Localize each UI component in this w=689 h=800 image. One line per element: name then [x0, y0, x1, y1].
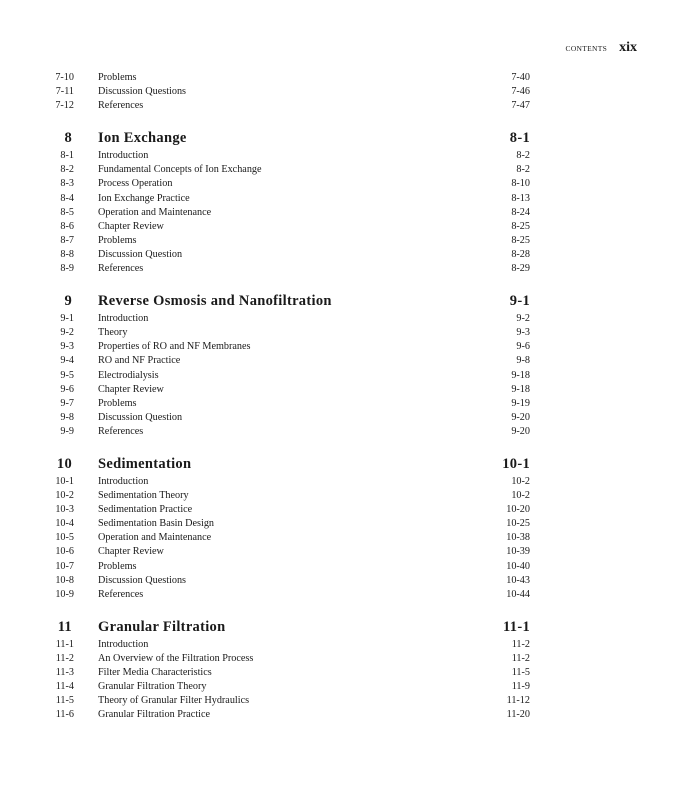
chapter-number: 8 [64, 130, 72, 147]
toc-entry[interactable] [0, 652, 689, 666]
chapter-title: Sedimentation [98, 455, 192, 472]
toc-entry[interactable] [0, 312, 689, 326]
entry-number: 10-5 [55, 532, 74, 544]
entry-title: Operation and Maintenance [98, 206, 212, 218]
entry-title: References [98, 588, 144, 600]
entry-page: 11-2 [511, 652, 530, 664]
toc-entry[interactable] [0, 531, 689, 545]
toc-entry[interactable] [0, 489, 689, 503]
entry-number: 8-9 [60, 263, 74, 275]
running-head-label: CONTENTS [565, 44, 608, 53]
entry-number: 9-9 [60, 425, 74, 437]
toc-entry[interactable] [0, 425, 689, 439]
entry-number: 10-1 [55, 475, 74, 487]
entry-page: 7-46 [511, 86, 530, 98]
entry-number: 11-5 [55, 695, 74, 707]
toc-entry[interactable] [0, 163, 689, 177]
entry-page: 8-2 [516, 164, 530, 176]
entry-title: Filter Media Characteristics [98, 667, 212, 678]
entry-page: 10-2 [511, 490, 530, 502]
toc-entry[interactable] [0, 99, 689, 113]
entry-page: 11-12 [506, 695, 530, 707]
running-head-page-number: xix [619, 40, 637, 55]
toc-entry[interactable] [0, 206, 689, 220]
entry-page: 9-6 [516, 341, 530, 353]
toc-entry[interactable] [0, 680, 689, 694]
entry-title: Chapter Review [98, 383, 164, 395]
entry-title: References [98, 425, 144, 437]
chapter-number: 11 [57, 618, 72, 635]
chapter-title: Ion Exchange [98, 130, 187, 147]
toc-entry[interactable] [0, 248, 689, 262]
entry-number: 11-3 [55, 667, 74, 678]
toc-entry[interactable] [0, 517, 689, 531]
chapter-page: 10-1 [502, 455, 530, 472]
toc-entry[interactable] [0, 560, 689, 574]
entry-page: 9-18 [511, 369, 530, 381]
entry-title: Sedimentation Basin Design [98, 518, 215, 530]
toc-entry[interactable] [0, 369, 689, 383]
entry-number: 8-4 [60, 192, 74, 204]
running-head [566, 40, 637, 56]
entry-page: 8-2 [516, 150, 530, 162]
toc-entry[interactable] [0, 354, 689, 368]
entry-number: 8-1 [60, 150, 74, 162]
entry-number: 7-10 [55, 72, 74, 83]
toc-entry[interactable] [0, 383, 689, 397]
table-of-contents [0, 71, 689, 722]
entry-title: Problems [98, 397, 137, 409]
entry-title: An Overview of the Filtration Process [98, 652, 254, 664]
entry-number: 10-7 [55, 560, 74, 572]
entry-page: 8-25 [511, 234, 530, 246]
entry-page: 7-40 [511, 72, 530, 83]
chapter-heading[interactable] [0, 616, 689, 638]
chapter-title: Reverse Osmosis and Nanofiltration [98, 293, 332, 310]
toc-entry[interactable] [0, 192, 689, 206]
toc-entry[interactable] [0, 340, 689, 354]
entry-title: Process Operation [98, 178, 173, 190]
toc-entry[interactable] [0, 545, 689, 559]
entry-number: 10-8 [55, 574, 74, 586]
entry-number: 10-4 [55, 518, 74, 530]
entry-title: Granular Filtration Practice [98, 709, 211, 721]
entry-title: Chapter Review [98, 546, 164, 558]
entry-page: 9-19 [511, 397, 530, 409]
entry-title: References [98, 100, 144, 112]
entry-page: 10-25 [506, 518, 530, 530]
entry-page: 11-2 [511, 638, 530, 650]
entry-title: Introduction [98, 475, 149, 487]
entry-page: 8-28 [511, 248, 530, 260]
toc-entry[interactable] [0, 574, 689, 588]
entry-title: Properties of RO and NF Membranes [98, 341, 251, 353]
entry-title: RO and NF Practice [98, 355, 181, 367]
entry-page: 9-20 [511, 425, 530, 437]
entry-number: 9-7 [60, 397, 74, 409]
entry-page: 10-39 [506, 546, 530, 558]
chapter-heading[interactable] [0, 127, 689, 149]
chapter-page: 11-1 [503, 618, 530, 635]
entry-title: Theory [98, 327, 128, 339]
entry-title: Discussion Questions [98, 86, 187, 98]
entry-page: 9-18 [511, 383, 530, 395]
entry-page: 8-24 [511, 206, 530, 218]
toc-entry[interactable] [0, 85, 689, 99]
entry-page: 10-40 [506, 560, 530, 572]
toc-entry[interactable] [0, 149, 689, 163]
entry-number: 11-6 [55, 709, 74, 721]
toc-entry[interactable] [0, 220, 689, 234]
entry-page: 9-2 [516, 313, 530, 325]
entry-title: Discussion Question [98, 411, 183, 423]
entry-number: 11-2 [55, 652, 74, 664]
entry-page: 9-8 [516, 355, 530, 367]
entry-number: 11-1 [55, 638, 74, 650]
entry-title: Discussion Questions [98, 574, 187, 586]
entry-title: Problems [98, 72, 137, 83]
entry-page: 10-44 [506, 588, 530, 600]
entry-title: Granular Filtration Theory [98, 681, 207, 693]
entry-number: 7-12 [55, 100, 74, 112]
toc-entry[interactable] [0, 503, 689, 517]
entry-page: 8-13 [511, 192, 530, 204]
chapter-heading[interactable] [0, 453, 689, 475]
entry-title: Sedimentation Theory [98, 490, 189, 502]
chapter-number: 9 [64, 293, 72, 310]
toc-entry[interactable] [0, 177, 689, 191]
toc-entry[interactable] [0, 411, 689, 425]
entry-title: References [98, 263, 144, 275]
toc-entry[interactable] [0, 234, 689, 248]
entry-number: 10-3 [55, 504, 74, 516]
entry-page: 11-9 [511, 681, 530, 693]
entry-page: 10-20 [506, 504, 530, 516]
entry-number: 9-2 [60, 327, 74, 339]
entry-number: 9-1 [60, 313, 74, 325]
chapter-title: Granular Filtration [98, 618, 226, 635]
toc-entry[interactable] [0, 694, 689, 708]
entry-title: Chapter Review [98, 220, 164, 232]
entry-number: 8-5 [60, 206, 74, 218]
entry-number: 9-6 [60, 383, 74, 395]
entry-number: 8-8 [60, 248, 74, 260]
entry-number: 10-2 [55, 490, 74, 502]
entry-page: 9-20 [511, 411, 530, 423]
entry-number: 7-11 [55, 86, 74, 98]
entry-title: Introduction [98, 638, 149, 650]
chapter-page: 8-1 [509, 130, 530, 147]
entry-page: 9-3 [516, 327, 530, 339]
entry-page: 8-25 [511, 220, 530, 232]
entry-page: 11-20 [506, 709, 530, 721]
toc-entry[interactable] [0, 708, 689, 722]
toc-entry[interactable] [0, 326, 689, 340]
entry-number: 9-8 [60, 411, 74, 423]
entry-number: 8-6 [60, 220, 74, 232]
entry-number: 8-7 [60, 234, 74, 246]
toc-entry[interactable] [0, 262, 689, 276]
entry-number: 11-4 [55, 681, 74, 693]
entry-page: 10-38 [506, 532, 530, 544]
entry-title: Ion Exchange Practice [98, 192, 190, 204]
toc-entry[interactable] [0, 638, 689, 652]
chapter-heading[interactable] [0, 290, 689, 312]
entry-title: Problems [98, 560, 137, 572]
entry-page: 7-47 [511, 100, 530, 112]
entry-number: 10-6 [55, 546, 74, 558]
entry-page: 8-29 [511, 263, 530, 275]
entry-title: Electrodialysis [98, 369, 159, 381]
toc-entry[interactable] [0, 397, 689, 411]
chapter-number: 10 [56, 455, 72, 472]
toc-entry[interactable] [0, 475, 689, 489]
entry-number: 9-3 [60, 341, 74, 353]
entry-title: Discussion Question [98, 248, 183, 260]
entry-number: 8-2 [60, 164, 74, 176]
entry-number: 9-5 [60, 369, 74, 381]
toc-entry[interactable] [0, 71, 689, 85]
entry-number: 8-3 [60, 178, 74, 190]
entry-title: Introduction [98, 150, 149, 162]
entry-title: Sedimentation Practice [98, 504, 193, 516]
toc-entry[interactable] [0, 666, 689, 680]
toc-entry[interactable] [0, 588, 689, 602]
entry-number: 10-9 [55, 588, 74, 600]
entry-page: 10-2 [511, 475, 530, 487]
entry-title: Theory of Granular Filter Hydraulics [98, 695, 250, 707]
entry-number: 9-4 [60, 355, 74, 367]
chapter-page: 9-1 [509, 293, 530, 310]
entry-page: 10-43 [506, 574, 530, 586]
entry-title: Introduction [98, 313, 149, 325]
entry-title: Operation and Maintenance [98, 532, 212, 544]
entry-title: Fundamental Concepts of Ion Exchange [98, 164, 262, 176]
entry-title: Problems [98, 234, 137, 246]
entry-page: 8-10 [511, 178, 530, 190]
entry-page: 11-5 [511, 667, 530, 678]
